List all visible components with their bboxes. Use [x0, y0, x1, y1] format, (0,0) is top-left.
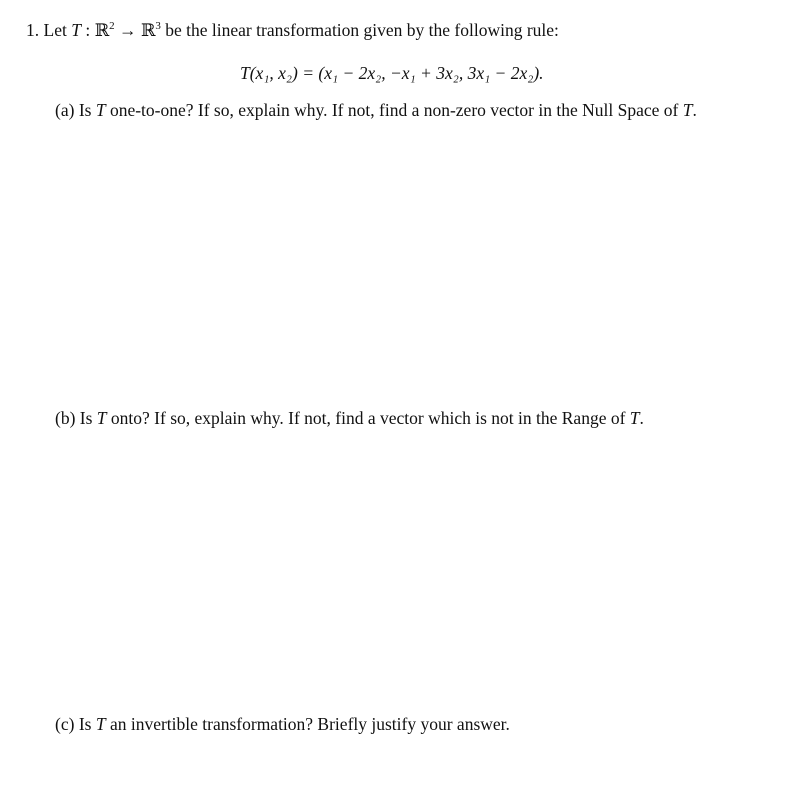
part-text: Is	[78, 100, 92, 120]
part-b	[55, 408, 644, 429]
part-label: (b)	[55, 408, 76, 428]
part-text: Is	[79, 408, 93, 428]
period: .	[692, 100, 697, 120]
equation	[240, 63, 544, 84]
part-text: onto? If so, explain why. If not, find a vector which is not in the Range of	[110, 408, 626, 428]
domain: ℝ	[94, 20, 110, 40]
math-T: T	[71, 20, 81, 40]
math-T: T	[96, 408, 107, 428]
arrow: →	[118, 20, 137, 40]
period: .	[639, 408, 644, 428]
intro-text: Let	[43, 20, 67, 40]
colon: :	[85, 20, 91, 40]
part-a	[55, 100, 697, 121]
intro-text-end: be the linear transformation given by the following rule:	[165, 20, 559, 40]
part-text: one-to-one? If so, explain why. If not, find a non-zero vector in the Null Space of	[109, 100, 679, 120]
problem-number: 1.	[26, 20, 40, 40]
math-T: T	[629, 408, 640, 428]
part-text: an invertible transformation? Briefly justify your answer.	[109, 714, 510, 734]
math-T: T	[682, 100, 693, 120]
math-T: T	[95, 714, 106, 734]
part-text: Is	[78, 714, 92, 734]
equation-rhs: (x₁ − 2x₂, −x₁ + 3x₂, 3x₁ − 2x₂).	[318, 63, 544, 83]
part-label: (a)	[55, 100, 75, 120]
math-T: T	[95, 100, 106, 120]
codomain-exp: 3	[155, 20, 161, 32]
problem-statement	[26, 20, 559, 41]
equation-lhs: T(x₁, x₂) =	[240, 63, 315, 83]
domain-exp: 2	[109, 20, 115, 32]
part-label: (c)	[55, 714, 75, 734]
part-c	[55, 714, 510, 735]
codomain: ℝ	[140, 20, 156, 40]
